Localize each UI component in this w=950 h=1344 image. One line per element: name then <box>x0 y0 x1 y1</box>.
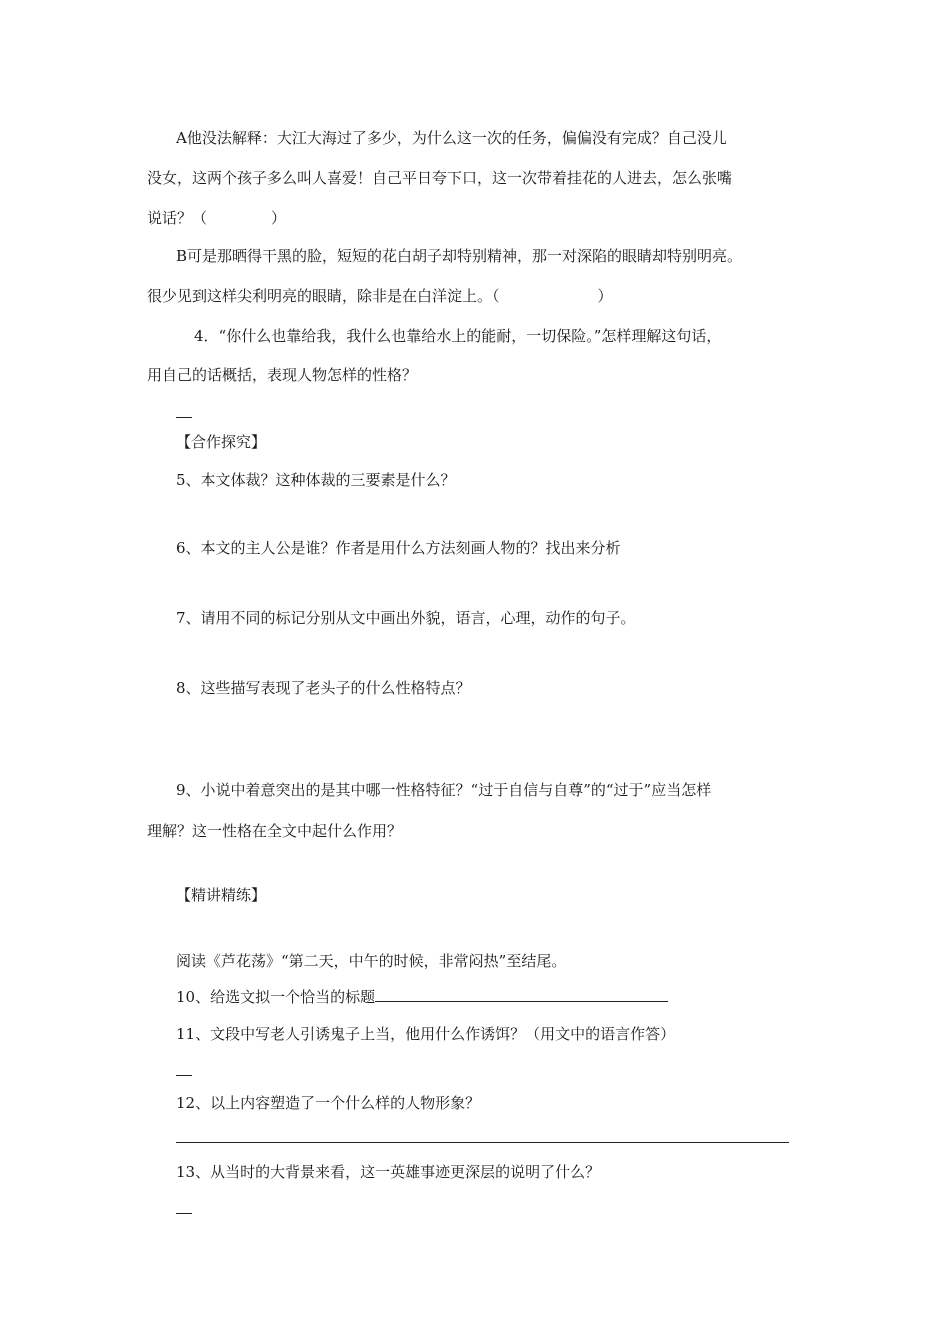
question-11: 11、文段中写老人引诱鬼子上当，他用什么作诱饵？（用文中的语言作答） <box>176 1025 676 1043</box>
question-7: 7、请用不同的标记分别从文中画出外貌，语言，心理，动作的句子。 <box>176 609 636 627</box>
question-10-answer-blank[interactable] <box>375 987 668 1002</box>
question-6: 6、本文的主人公是谁？作者是用什么方法刻画人物的？找出来分析 <box>176 539 621 557</box>
question-9-line-2: 理解？这一性格在全文中起什么作用？ <box>147 822 403 840</box>
q3-b-line-1: B可是那晒得干黑的脸，短短的花白胡子却特别精神，那一对深陷的眼睛却特别明亮。 <box>176 247 743 265</box>
section-heading-cooperation: 【合作探究】 <box>176 433 267 451</box>
q4-answer-line <box>176 417 192 418</box>
question-13-answer-line <box>176 1213 192 1214</box>
q4-line-2: 用自己的话概括，表现人物怎样的性格？ <box>147 366 418 384</box>
question-11-answer-line <box>176 1075 192 1076</box>
q3-a-answer-open: 说话？（ <box>147 209 208 227</box>
q3-a-line-2: 没女，这两个孩子多么叫人喜爱！自己平日夸下口，这一次带着挂花的人进去，怎么张嘴 <box>147 169 733 187</box>
question-12-answer-line <box>176 1142 789 1143</box>
question-10 <box>176 987 668 1007</box>
section-heading-practice: 【精讲精练】 <box>176 886 267 904</box>
question-13: 13、从当时的大背景来看，这一英雄事迹更深层的说明了什么？ <box>176 1163 601 1181</box>
question-10-text: 10、给选文拟一个恰当的标题 <box>176 988 376 1006</box>
q3-b-line-2 <box>147 286 613 306</box>
reading-instruction: 阅读《芦花荡》“第二天，中午的时候，非常闷热”至结尾。 <box>176 952 567 970</box>
q3-b-answer-open: 很少见到这样尖利明亮的眼睛，除非是在白洋淀上。（ <box>147 287 500 305</box>
question-5: 5、本文体裁？这种体裁的三要素是什么？ <box>176 471 456 489</box>
q3-b-answer-close: ） <box>597 287 613 305</box>
q3-a-line-3 <box>147 208 286 228</box>
q3-a-answer-close: ） <box>271 209 287 227</box>
question-8: 8、这些描写表现了老头子的什么性格特点？ <box>176 679 471 697</box>
question-9-line-1: 9、小说中着意突出的是其中哪一性格特征？“过于自信与自尊”的“过于”应当怎样 <box>176 781 712 799</box>
q4-line-1: 4．“你什么也靠给我，我什么也靠给水上的能耐，一切保险。”怎样理解这句话， <box>194 327 722 345</box>
q3-a-line-1: A他没法解释：大江大海过了多少，为什么这一次的任务，偏偏没有完成？自己没儿 <box>176 129 727 147</box>
question-12: 12、以上内容塑造了一个什么样的人物形象？ <box>176 1094 481 1112</box>
